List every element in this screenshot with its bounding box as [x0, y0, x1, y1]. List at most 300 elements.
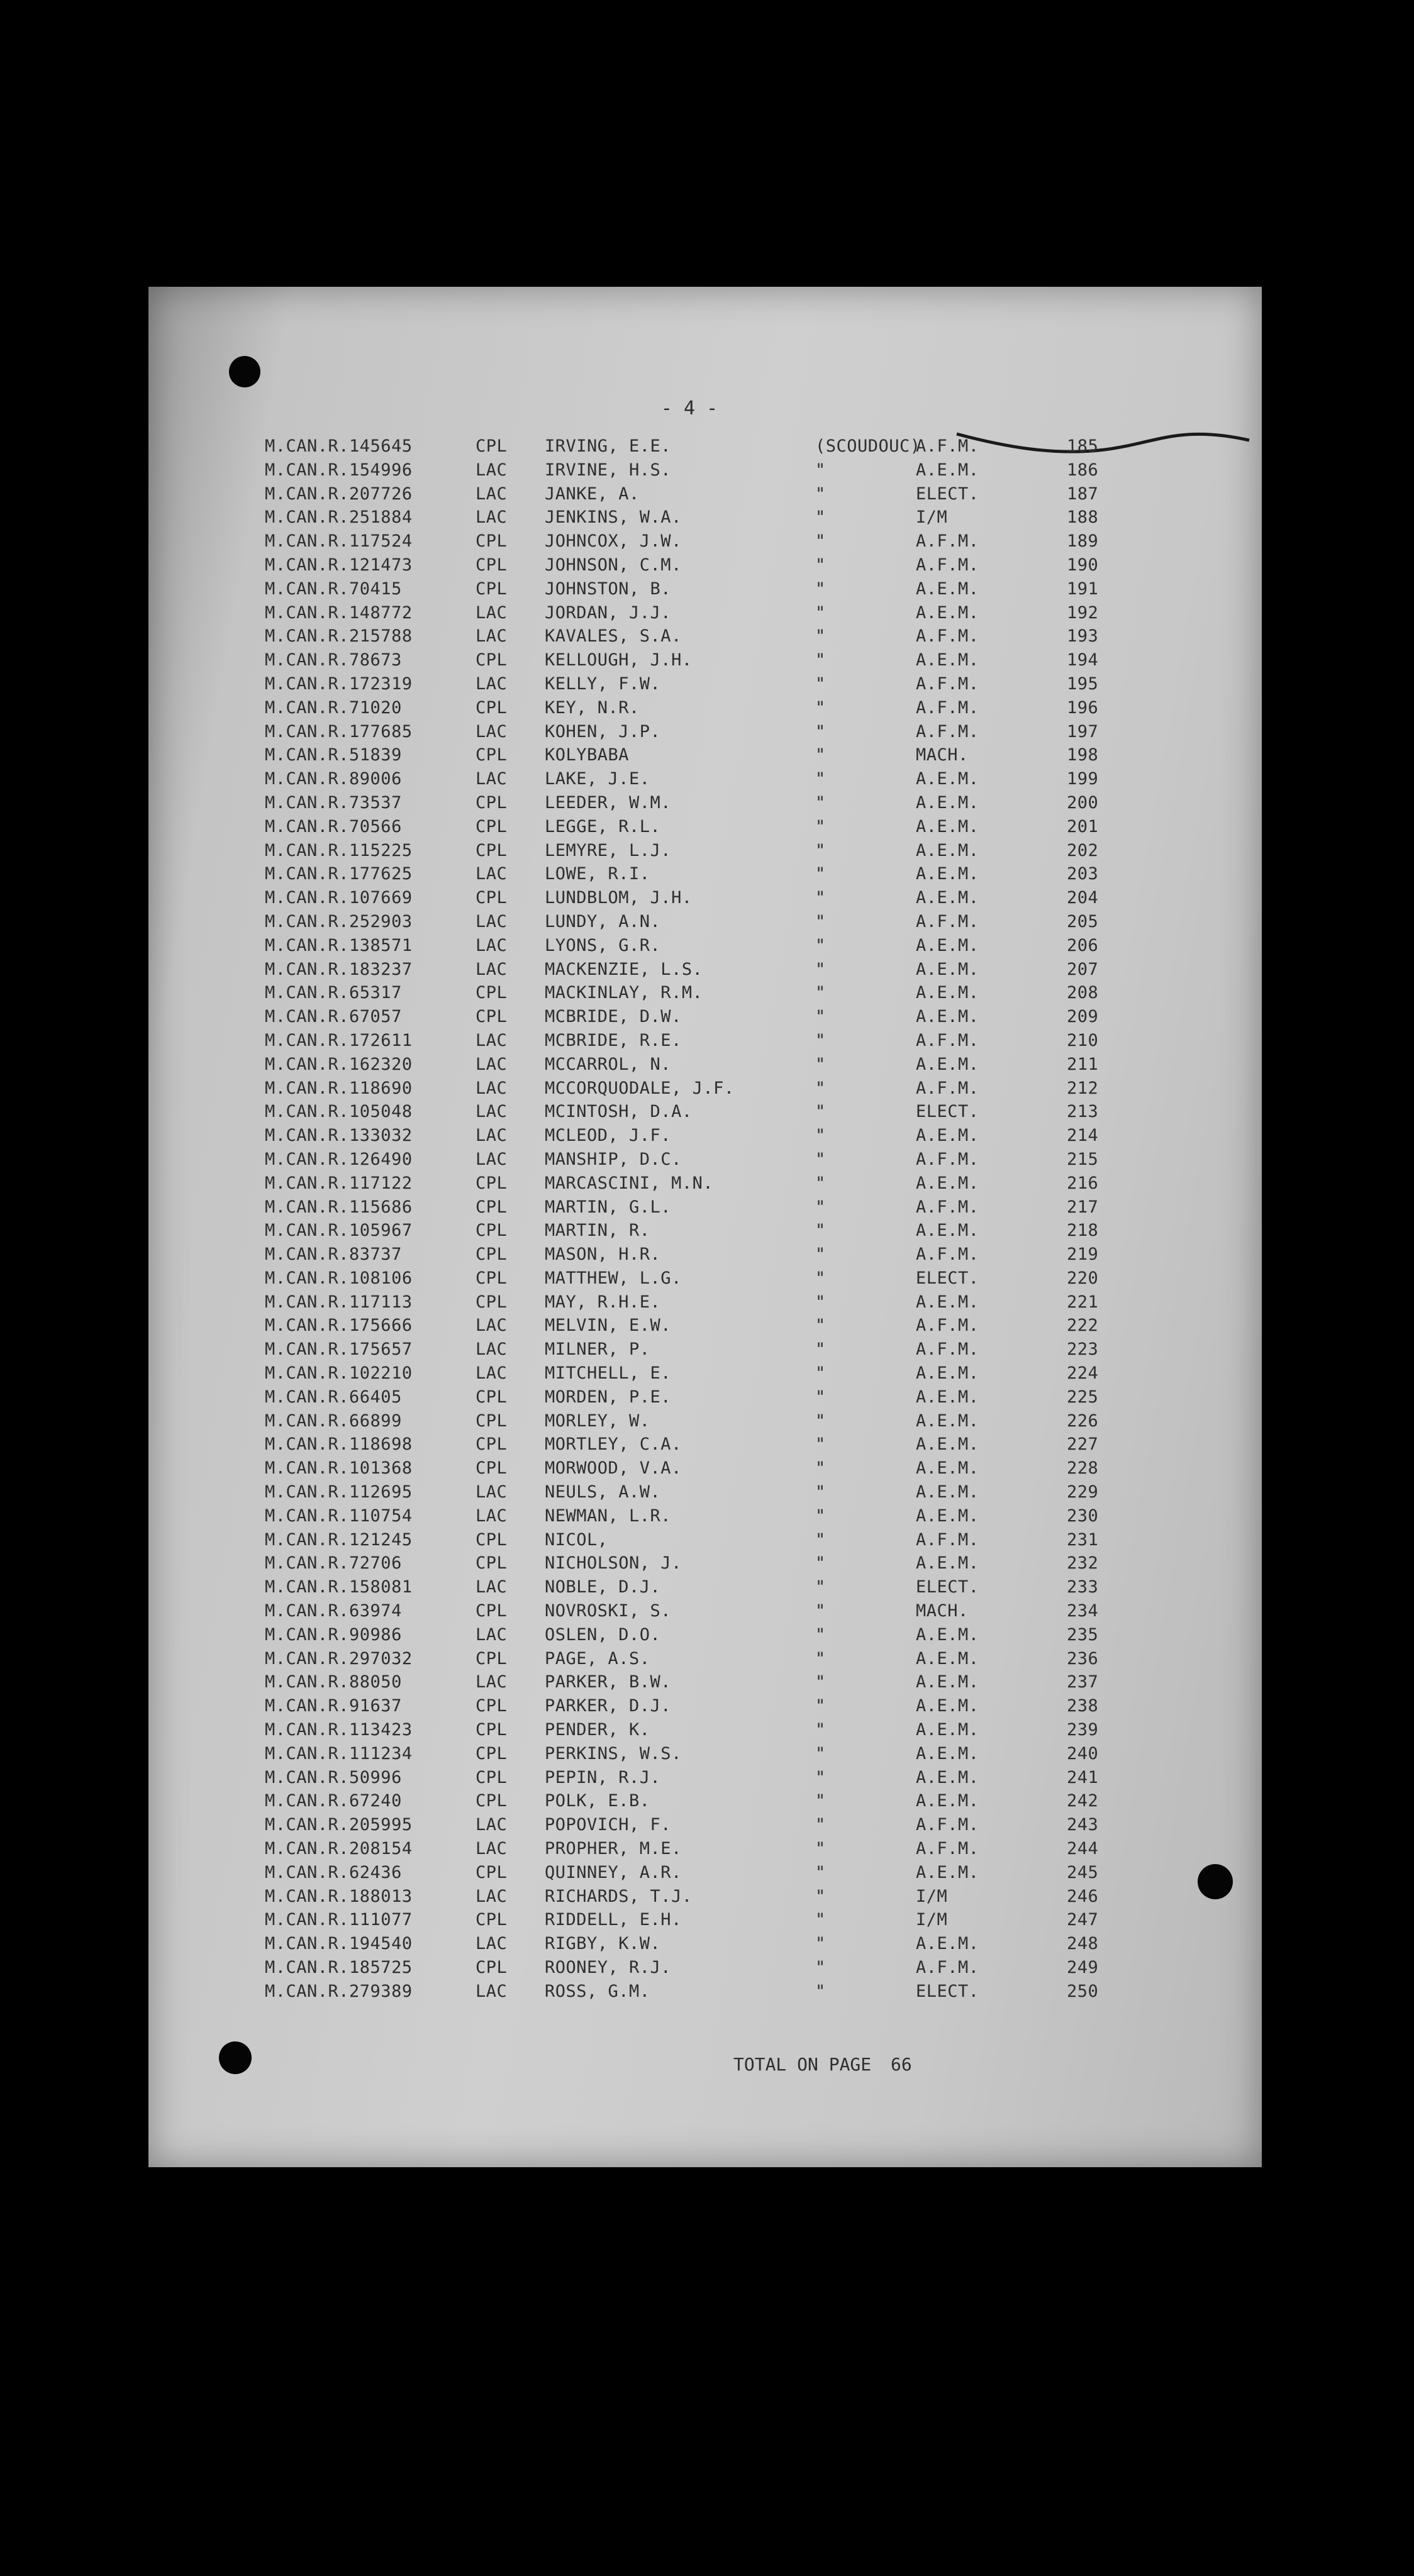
service-number: M.CAN.R.115225 — [265, 840, 413, 860]
trade: A.E.M. — [916, 1292, 979, 1312]
unit: " — [815, 840, 826, 860]
table-row — [148, 1481, 1262, 1505]
rank: LAC — [476, 1102, 508, 1122]
rank: CPL — [476, 1530, 508, 1550]
unit: " — [815, 1624, 826, 1645]
unit: " — [815, 1696, 826, 1716]
trade: A.E.M. — [916, 1482, 979, 1502]
table-row — [148, 1885, 1262, 1909]
unit: " — [815, 1387, 826, 1407]
trade: A.F.M. — [916, 1839, 979, 1859]
service-number: M.CAN.R.145645 — [265, 436, 413, 456]
name: LAKE, J.E. — [545, 769, 650, 789]
name: KOLYBABA — [545, 745, 630, 765]
trade: A.F.M. — [916, 1078, 979, 1098]
table-row — [148, 1743, 1262, 1767]
trade: A.E.M. — [916, 1862, 979, 1882]
rank: LAC — [476, 626, 508, 647]
trade: A.E.M. — [916, 1648, 979, 1668]
serial-number: 248 — [1067, 1934, 1099, 1954]
rank: LAC — [476, 1126, 508, 1146]
unit: " — [815, 1934, 826, 1954]
serial-number: 232 — [1067, 1553, 1099, 1574]
rank: LAC — [476, 911, 508, 931]
rank: CPL — [476, 1862, 508, 1882]
name: PROPHER, M.E. — [545, 1839, 682, 1859]
serial-number: 187 — [1067, 484, 1099, 504]
table-row — [148, 1814, 1262, 1838]
unit: " — [815, 864, 826, 884]
service-number: M.CAN.R.89006 — [265, 769, 402, 789]
trade: A.F.M. — [916, 1197, 979, 1217]
trade: A.E.M. — [916, 769, 979, 789]
serial-number: 203 — [1067, 864, 1099, 884]
name: JOHNSTON, B. — [545, 579, 672, 599]
rank: LAC — [476, 1316, 508, 1336]
trade: A.E.M. — [916, 650, 979, 670]
trade: ELECT. — [916, 484, 979, 504]
unit: " — [815, 1078, 826, 1098]
unit: " — [815, 697, 826, 718]
serial-number: 226 — [1067, 1411, 1099, 1431]
serial-number: 239 — [1067, 1720, 1099, 1740]
table-row — [148, 1338, 1262, 1362]
name: NEWMAN, L.R. — [545, 1506, 672, 1526]
serial-number: 210 — [1067, 1030, 1099, 1050]
trade: I/M — [916, 1910, 948, 1930]
table-row — [148, 744, 1262, 768]
unit: " — [815, 1839, 826, 1859]
table-row — [148, 1862, 1262, 1885]
unit: " — [815, 1886, 826, 1906]
total-value: 66 — [891, 2054, 912, 2075]
rank: LAC — [476, 1934, 508, 1954]
unit: " — [815, 1458, 826, 1479]
unit: " — [815, 1791, 826, 1811]
table-row — [148, 1600, 1262, 1624]
trade: A.F.M. — [916, 436, 979, 456]
serial-number: 200 — [1067, 792, 1099, 813]
rank: LAC — [476, 460, 508, 480]
personnel-list — [148, 435, 1262, 2004]
serial-number: 241 — [1067, 1767, 1099, 1787]
punch-hole-bottom-left — [219, 2041, 252, 2074]
service-number: M.CAN.R.70415 — [265, 579, 402, 599]
unit: " — [815, 1363, 826, 1384]
serial-number: 202 — [1067, 840, 1099, 860]
unit: " — [815, 460, 826, 480]
service-number: M.CAN.R.133032 — [265, 1126, 413, 1146]
service-number: M.CAN.R.88050 — [265, 1672, 402, 1692]
name: JOHNCOX, J.W. — [545, 531, 682, 552]
serial-number: 205 — [1067, 911, 1099, 931]
name: MCBRIDE, R.E. — [545, 1030, 682, 1050]
rank: LAC — [476, 484, 508, 504]
unit: " — [815, 1577, 826, 1597]
trade: A.E.M. — [916, 1624, 979, 1645]
name: RIGBY, K.W. — [545, 1934, 661, 1954]
service-number: M.CAN.R.162320 — [265, 1054, 413, 1074]
table-row — [148, 1909, 1262, 1933]
table-row — [148, 1267, 1262, 1291]
table-row — [148, 459, 1262, 483]
serial-number: 247 — [1067, 1910, 1099, 1930]
service-number: M.CAN.R.172319 — [265, 674, 413, 694]
name: MATTHEW, L.G. — [545, 1268, 682, 1288]
rank: CPL — [476, 745, 508, 765]
table-row — [148, 1695, 1262, 1719]
rank: LAC — [476, 1577, 508, 1597]
service-number: M.CAN.R.121473 — [265, 555, 413, 575]
name: IRVING, E.E. — [545, 436, 672, 456]
rank: CPL — [476, 1720, 508, 1740]
rank: CPL — [476, 555, 508, 575]
serial-number: 224 — [1067, 1363, 1099, 1384]
unit: " — [815, 983, 826, 1003]
serial-number: 219 — [1067, 1245, 1099, 1265]
trade: A.E.M. — [916, 1411, 979, 1431]
trade: A.E.M. — [916, 1934, 979, 1954]
table-row — [148, 1505, 1262, 1529]
table-row — [148, 1148, 1262, 1172]
rank: CPL — [476, 1458, 508, 1479]
trade: A.F.M. — [916, 1958, 979, 1977]
serial-number: 196 — [1067, 697, 1099, 718]
serial-number: 245 — [1067, 1862, 1099, 1882]
service-number: M.CAN.R.66899 — [265, 1411, 402, 1431]
rank: CPL — [476, 983, 508, 1003]
rank: LAC — [476, 1815, 508, 1835]
unit: " — [815, 1411, 826, 1431]
table-row — [148, 1576, 1262, 1600]
name: PARKER, D.J. — [545, 1696, 672, 1716]
rank: CPL — [476, 697, 508, 718]
service-number: M.CAN.R.175657 — [265, 1340, 413, 1360]
trade: A.E.M. — [916, 1458, 979, 1479]
table-row — [148, 1790, 1262, 1814]
rank: LAC — [476, 721, 508, 741]
name: MASON, H.R. — [545, 1245, 661, 1265]
rank: CPL — [476, 1221, 508, 1241]
serial-number: 231 — [1067, 1530, 1099, 1550]
rank: CPL — [476, 840, 508, 860]
serial-number: 212 — [1067, 1078, 1099, 1098]
table-row — [148, 1124, 1262, 1148]
unit: " — [815, 1910, 826, 1930]
service-number: M.CAN.R.175666 — [265, 1316, 413, 1336]
name: KOHEN, J.P. — [545, 721, 661, 741]
serial-number: 209 — [1067, 1007, 1099, 1027]
table-row — [148, 1457, 1262, 1481]
table-row — [148, 1838, 1262, 1862]
serial-number: 199 — [1067, 769, 1099, 789]
unit: " — [815, 1054, 826, 1074]
serial-number: 249 — [1067, 1958, 1099, 1977]
trade: A.E.M. — [916, 840, 979, 860]
unit: " — [815, 1553, 826, 1574]
name: JOHNSON, C.M. — [545, 555, 682, 575]
table-row — [148, 1648, 1262, 1672]
trade: A.E.M. — [916, 1696, 979, 1716]
service-number: M.CAN.R.297032 — [265, 1648, 413, 1668]
name: NOBLE, D.J. — [545, 1577, 661, 1597]
unit: " — [815, 1482, 826, 1502]
table-row — [148, 530, 1262, 554]
unit: " — [815, 1126, 826, 1146]
name: KAVALES, S.A. — [545, 626, 682, 647]
trade: A.E.M. — [916, 1363, 979, 1384]
rank: CPL — [476, 1648, 508, 1668]
page-number: - 4 - — [660, 397, 718, 419]
rank: LAC — [476, 602, 508, 623]
service-number: M.CAN.R.110754 — [265, 1506, 413, 1526]
unit: " — [815, 1958, 826, 1977]
table-row — [148, 506, 1262, 530]
name: JANKE, A. — [545, 484, 640, 504]
table-row — [148, 1077, 1262, 1101]
service-number: M.CAN.R.105967 — [265, 1221, 413, 1241]
serial-number: 204 — [1067, 888, 1099, 908]
trade: A.F.M. — [916, 1815, 979, 1835]
service-number: M.CAN.R.115686 — [265, 1197, 413, 1217]
unit: " — [815, 1316, 826, 1336]
service-number: M.CAN.R.113423 — [265, 1720, 413, 1740]
name: NOVROSKI, S. — [545, 1601, 672, 1621]
name: LUNDY, A.N. — [545, 911, 661, 931]
unit: " — [815, 1268, 826, 1288]
serial-number: 250 — [1067, 1981, 1099, 2001]
rank: CPL — [476, 1411, 508, 1431]
name: MCINTOSH, D.A. — [545, 1102, 693, 1122]
name: MARCASCINI, M.N. — [545, 1173, 714, 1193]
trade: A.E.M. — [916, 864, 979, 884]
trade: A.E.M. — [916, 1720, 979, 1740]
table-row — [148, 816, 1262, 840]
service-number: M.CAN.R.67240 — [265, 1791, 402, 1811]
table-row — [148, 911, 1262, 935]
unit: " — [815, 911, 826, 931]
service-number: M.CAN.R.118698 — [265, 1435, 413, 1455]
rank: CPL — [476, 1553, 508, 1574]
service-number: M.CAN.R.63974 — [265, 1601, 402, 1621]
page-total — [733, 2054, 921, 2075]
trade: A.E.M. — [916, 1767, 979, 1787]
rank: CPL — [476, 650, 508, 670]
name: MCLEOD, J.F. — [545, 1126, 672, 1146]
table-row — [148, 1410, 1262, 1434]
rank: LAC — [476, 959, 508, 979]
serial-number: 216 — [1067, 1173, 1099, 1193]
service-number: M.CAN.R.188013 — [265, 1886, 413, 1906]
table-row — [148, 792, 1262, 816]
name: POPOVICH, F. — [545, 1815, 672, 1835]
unit: " — [815, 1720, 826, 1740]
trade: A.E.M. — [916, 792, 979, 813]
document-page — [148, 287, 1262, 2167]
service-number: M.CAN.R.101368 — [265, 1458, 413, 1479]
rank: CPL — [476, 1743, 508, 1763]
table-row — [148, 1291, 1262, 1315]
table-row — [148, 958, 1262, 982]
service-number: M.CAN.R.126490 — [265, 1149, 413, 1169]
name: PENDER, K. — [545, 1720, 650, 1740]
rank: LAC — [476, 1624, 508, 1645]
rank: LAC — [476, 1482, 508, 1502]
table-row — [148, 697, 1262, 721]
trade: A.E.M. — [916, 983, 979, 1003]
trade: A.E.M. — [916, 935, 979, 955]
serial-number: 240 — [1067, 1743, 1099, 1763]
name: MCCARROL, N. — [545, 1054, 672, 1074]
unit: " — [815, 1245, 826, 1265]
table-row — [148, 840, 1262, 863]
trade: A.F.M. — [916, 674, 979, 694]
serial-number: 213 — [1067, 1102, 1099, 1122]
serial-number: 193 — [1067, 626, 1099, 647]
trade: MACH. — [916, 1601, 969, 1621]
trade: A.E.M. — [916, 1126, 979, 1146]
rank: CPL — [476, 1173, 508, 1193]
serial-number: 229 — [1067, 1482, 1099, 1502]
serial-number: 197 — [1067, 721, 1099, 741]
name: MARTIN, R. — [545, 1221, 650, 1241]
service-number: M.CAN.R.205995 — [265, 1815, 413, 1835]
rank: CPL — [476, 1292, 508, 1312]
rank: LAC — [476, 1054, 508, 1074]
trade: A.E.M. — [916, 1173, 979, 1193]
table-row — [148, 1314, 1262, 1338]
rank: CPL — [476, 1268, 508, 1288]
service-number: M.CAN.R.194540 — [265, 1934, 413, 1954]
serial-number: 234 — [1067, 1601, 1099, 1621]
unit: " — [815, 1767, 826, 1787]
rank: CPL — [476, 1767, 508, 1787]
name: MARTIN, G.L. — [545, 1197, 672, 1217]
table-row — [148, 1196, 1262, 1220]
table-row — [148, 483, 1262, 507]
service-number: M.CAN.R.90986 — [265, 1624, 402, 1645]
service-number: M.CAN.R.111077 — [265, 1910, 413, 1930]
rank: LAC — [476, 769, 508, 789]
trade: ELECT. — [916, 1981, 979, 2001]
trade: MACH. — [916, 745, 969, 765]
serial-number: 201 — [1067, 816, 1099, 836]
trade: A.E.M. — [916, 816, 979, 836]
service-number: M.CAN.R.111234 — [265, 1743, 413, 1763]
service-number: M.CAN.R.50996 — [265, 1767, 402, 1787]
name: QUINNEY, A.R. — [545, 1862, 682, 1882]
name: MORLEY, W. — [545, 1411, 650, 1431]
unit: " — [815, 674, 826, 694]
service-number: M.CAN.R.138571 — [265, 935, 413, 955]
table-row — [148, 887, 1262, 911]
unit: " — [815, 1221, 826, 1241]
trade: A.E.M. — [916, 1435, 979, 1455]
name: MAY, R.H.E. — [545, 1292, 661, 1312]
service-number: M.CAN.R.154996 — [265, 460, 413, 480]
unit: " — [815, 935, 826, 955]
service-number: M.CAN.R.185725 — [265, 1958, 413, 1977]
rank: CPL — [476, 1387, 508, 1407]
trade: A.F.M. — [916, 555, 979, 575]
trade: A.E.M. — [916, 1054, 979, 1074]
rank: CPL — [476, 792, 508, 813]
service-number: M.CAN.R.62436 — [265, 1862, 402, 1882]
trade: A.E.M. — [916, 579, 979, 599]
table-row — [148, 721, 1262, 745]
rank: CPL — [476, 1958, 508, 1977]
name: KELLY, F.W. — [545, 674, 661, 694]
service-number: M.CAN.R.117122 — [265, 1173, 413, 1193]
rank: LAC — [476, 674, 508, 694]
name: RIDDELL, E.H. — [545, 1910, 682, 1930]
service-number: M.CAN.R.251884 — [265, 508, 413, 528]
unit: " — [815, 1292, 826, 1312]
table-row — [148, 1172, 1262, 1196]
unit: " — [815, 959, 826, 979]
table-row — [148, 1362, 1262, 1386]
serial-number: 192 — [1067, 602, 1099, 623]
name: POLK, E.B. — [545, 1791, 650, 1811]
name: RICHARDS, T.J. — [545, 1886, 693, 1906]
unit: " — [815, 531, 826, 552]
trade: A.F.M. — [916, 911, 979, 931]
table-row — [148, 1719, 1262, 1743]
service-number: M.CAN.R.72706 — [265, 1553, 402, 1574]
serial-number: 207 — [1067, 959, 1099, 979]
name: MORDEN, P.E. — [545, 1387, 672, 1407]
trade: A.E.M. — [916, 959, 979, 979]
unit: " — [815, 1530, 826, 1550]
name: OSLEN, D.O. — [545, 1624, 661, 1645]
service-number: M.CAN.R.177625 — [265, 864, 413, 884]
rank: LAC — [476, 1886, 508, 1906]
service-number: M.CAN.R.65317 — [265, 983, 402, 1003]
trade: A.E.M. — [916, 602, 979, 623]
name: PAGE, A.S. — [545, 1648, 650, 1668]
name: IRVINE, H.S. — [545, 460, 672, 480]
serial-number: 188 — [1067, 508, 1099, 528]
name: MITCHELL, E. — [545, 1363, 672, 1384]
serial-number: 189 — [1067, 531, 1099, 552]
serial-number: 243 — [1067, 1815, 1099, 1835]
service-number: M.CAN.R.117524 — [265, 531, 413, 552]
rank: CPL — [476, 531, 508, 552]
table-row — [148, 1219, 1262, 1243]
table-row — [148, 673, 1262, 697]
name: JORDAN, J.J. — [545, 602, 672, 623]
table-row — [148, 1030, 1262, 1053]
trade: A.E.M. — [916, 460, 979, 480]
trade: ELECT. — [916, 1577, 979, 1597]
service-number: M.CAN.R.83737 — [265, 1245, 402, 1265]
name: MELVIN, E.W. — [545, 1316, 672, 1336]
name: MILNER, P. — [545, 1340, 650, 1360]
serial-number: 233 — [1067, 1577, 1099, 1597]
serial-number: 195 — [1067, 674, 1099, 694]
serial-number: 185 — [1067, 436, 1099, 456]
serial-number: 211 — [1067, 1054, 1099, 1074]
service-number: M.CAN.R.183237 — [265, 959, 413, 979]
trade: A.F.M. — [916, 697, 979, 718]
service-number: M.CAN.R.121245 — [265, 1530, 413, 1550]
name: LYONS, G.R. — [545, 935, 661, 955]
serial-number: 223 — [1067, 1340, 1099, 1360]
name: MANSHIP, D.C. — [545, 1149, 682, 1169]
serial-number: 217 — [1067, 1197, 1099, 1217]
unit: " — [815, 1506, 826, 1526]
rank: CPL — [476, 1601, 508, 1621]
